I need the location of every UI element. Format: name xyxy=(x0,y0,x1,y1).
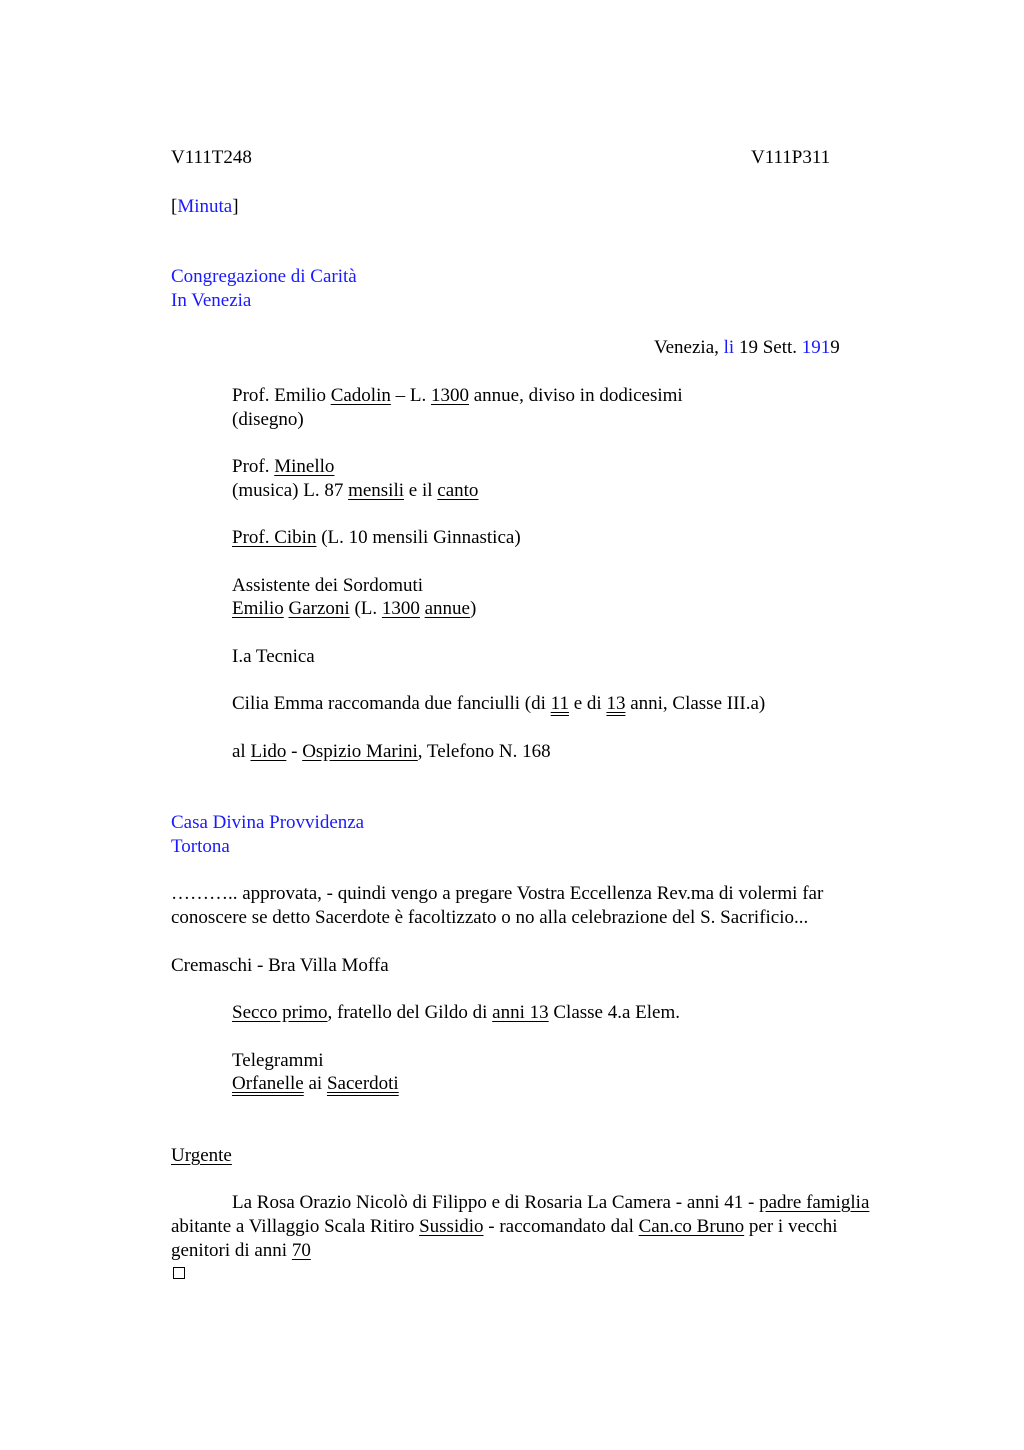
minello-line: Prof. Minello xyxy=(232,456,335,477)
minello-details: (musica) L. 87 mensili e il canto xyxy=(232,480,479,501)
secco-line: Secco primo, fratello del Gildo di anni 13 Classe 4.a Elem. xyxy=(232,1002,681,1023)
recipient1-name: Congregazione di Carità xyxy=(171,266,357,287)
telegrammi-line: Orfanelle ai Sacerdoti xyxy=(232,1073,399,1094)
assistente-title: Assistente dei Sordomuti xyxy=(232,575,424,596)
recipient2-name: Casa Divina Provvidenza xyxy=(171,812,365,833)
urgente-heading: Urgente xyxy=(171,1145,232,1166)
minuta-link[interactable]: Minuta xyxy=(177,196,233,217)
document-code-left: V111T248 xyxy=(171,147,252,168)
cilia-line: Cilia Emma raccomanda due fanciulli (di 11 e di 13 anni, Classe III.a) xyxy=(232,693,766,714)
cibin-line: Prof. Cibin (L. 10 mensili Ginnastica) xyxy=(232,527,521,548)
larosa-line1: La Rosa Orazio Nicolò di Filippo e di Rosaria La Camera - anni 41 - padre famiglia xyxy=(232,1192,870,1213)
larosa-line2: abitante a Villaggio Scala Ritiro Sussidio - raccomandato dal Can.co Bruno per i vecchi xyxy=(171,1216,838,1237)
document-code-right: V111P311 xyxy=(751,147,831,168)
telegrammi-title: Telegrammi xyxy=(232,1050,324,1071)
cadolin-subject: (disegno) xyxy=(232,409,304,430)
lido-line: al Lido - Ospizio Marini, Telefono N. 168 xyxy=(232,741,551,762)
garzoni-line: Emilio Garzoni (L. 1300 annue) xyxy=(232,598,477,619)
minuta-label: [Minuta] xyxy=(171,196,239,217)
recipient2-city: Tortona xyxy=(171,836,230,857)
paragraph1-line2: conoscere se detto Sacerdote è facoltizzato o no alla celebrazione del S. Sacrificio... xyxy=(171,907,809,928)
letter-date: Venezia, li 19 Sett. 1919 xyxy=(654,337,840,358)
larosa-line3: genitori di anni 70 xyxy=(171,1240,311,1261)
recipient1-city: In Venezia xyxy=(171,290,252,311)
checkbox-icon[interactable] xyxy=(173,1267,185,1279)
tecnica-line: I.a Tecnica xyxy=(232,646,315,667)
cremaschi-line: Cremaschi - Bra Villa Moffa xyxy=(171,955,389,976)
cadolin-line: Prof. Emilio Cadolin – L. 1300 annue, diviso in dodicesimi xyxy=(232,385,683,406)
paragraph1-line1: ……….. approvata, - quindi vengo a pregare Vostra Eccellenza Rev.ma di volermi far xyxy=(171,883,824,904)
